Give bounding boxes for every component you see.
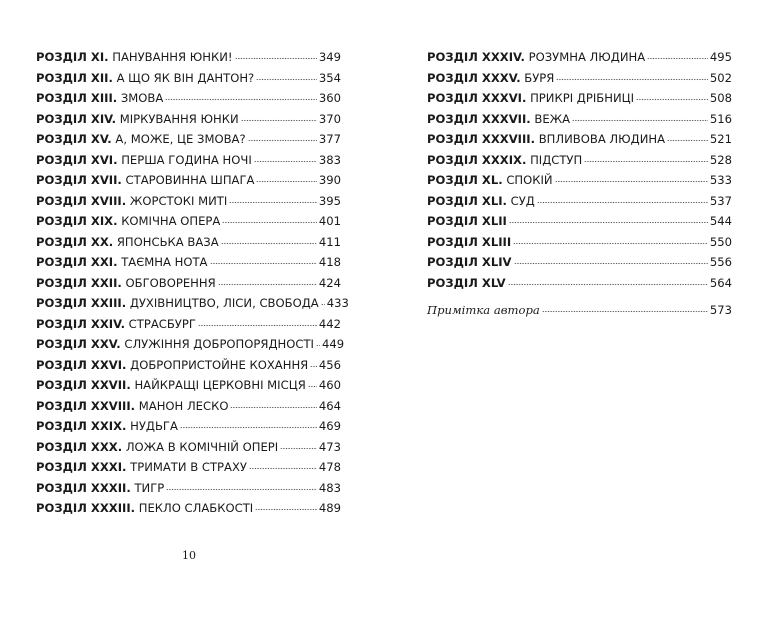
toc-page-number: 433 xyxy=(326,296,349,310)
chapter-number: РОЗДІЛ XXII. xyxy=(36,275,122,290)
chapter-title: ЖОРСТОКІ МИТІ xyxy=(129,193,228,208)
chapter-title: МАНОН ЛЕСКО xyxy=(138,398,229,413)
toc-page-number: 460 xyxy=(318,378,341,392)
chapter-title: А, МОЖЕ, ЦЕ ЗМОВА? xyxy=(115,132,246,146)
toc-page-number: 456 xyxy=(318,357,341,372)
dot-leader xyxy=(254,160,317,163)
toc-entry-label xyxy=(36,314,196,335)
chapter-number: РОЗДІЛ XVIII. xyxy=(36,193,127,208)
dot-leader xyxy=(316,344,320,347)
toc-entry-label xyxy=(36,232,219,253)
chapter-number: РОЗДІЛ XXIV. xyxy=(36,316,125,331)
chapter-number: РОЗДІЛ XIII. xyxy=(36,91,118,105)
chapter-title: СТАРОВИННА ШПАГА xyxy=(125,173,255,187)
dot-leader xyxy=(572,119,708,122)
toc-entry-label xyxy=(36,170,254,191)
chapter-number: РОЗДІЛ XXI. xyxy=(36,255,118,269)
dot-leader xyxy=(584,160,708,163)
toc-page-number: 508 xyxy=(709,91,732,105)
chapter-number: РОЗДІЛ XXVII. xyxy=(36,378,131,392)
toc-entry xyxy=(36,437,341,458)
toc-entry xyxy=(36,129,341,150)
dot-leader xyxy=(229,201,317,204)
dot-leader xyxy=(210,262,317,265)
toc-column-right xyxy=(427,47,732,321)
toc-page-number: 401 xyxy=(318,214,341,228)
dot-leader xyxy=(310,365,317,368)
dot-leader xyxy=(180,426,317,429)
toc-page-number: 449 xyxy=(321,337,345,351)
toc-entry xyxy=(36,355,341,376)
chapter-title: ЯПОНСЬКА ВАЗА xyxy=(116,234,219,249)
chapter-title: СУД xyxy=(510,193,535,208)
toc-entry-label xyxy=(36,334,314,355)
toc-entry xyxy=(36,68,341,89)
chapter-number: РОЗДІЛ XLIII xyxy=(427,234,512,249)
toc-entry-label xyxy=(36,293,319,314)
toc-page-number: 411 xyxy=(318,234,341,249)
chapter-title: КОМІЧНА ОПЕРА xyxy=(121,214,221,228)
toc-entry-label xyxy=(36,150,252,171)
chapter-title: ЗМОВА xyxy=(120,91,164,105)
dot-leader xyxy=(280,447,317,450)
author-note-title: Примітка автора xyxy=(427,303,540,317)
chapter-number: РОЗДІЛ XIX. xyxy=(36,214,118,228)
chapter-number: РОЗДІЛ XL. xyxy=(427,173,503,187)
toc-entry-label xyxy=(36,355,308,376)
dot-leader xyxy=(647,57,708,60)
toc-page-number: 573 xyxy=(709,303,732,317)
toc-entry xyxy=(427,150,732,171)
toc-entry xyxy=(36,273,341,294)
toc-entry xyxy=(427,47,732,68)
toc-page-number: 395 xyxy=(318,193,341,208)
chapter-number: РОЗДІЛ XXXIV. xyxy=(427,50,525,64)
chapter-number: РОЗДІЛ XXXVIII. xyxy=(427,132,536,146)
toc-entry-label xyxy=(36,129,246,150)
chapter-title: ПЕРША ГОДИНА НОЧІ xyxy=(121,152,252,167)
chapter-title: ПЕКЛО СЛАБКОСТІ xyxy=(138,501,254,515)
toc-entry-label xyxy=(36,273,216,294)
toc-entry xyxy=(427,129,732,150)
chapter-number: РОЗДІЛ XVI. xyxy=(36,152,118,167)
chapter-number: РОЗДІЛ XLIV xyxy=(427,255,512,269)
toc-page-number: 418 xyxy=(318,255,341,269)
dot-leader xyxy=(218,283,317,286)
toc-entry-label xyxy=(427,252,512,273)
dot-leader xyxy=(321,303,325,306)
chapter-number: РОЗДІЛ XXXIII. xyxy=(36,501,136,515)
toc-entry xyxy=(36,150,341,171)
chapter-title: СТРАСБУРГ xyxy=(128,316,196,331)
dot-leader xyxy=(542,310,708,313)
toc-page-number: 469 xyxy=(318,419,341,433)
chapter-title: ТРИМАТИ В СТРАХУ xyxy=(130,460,247,474)
chapter-title: ДОБРОПРИСТОЙНЕ КОХАННЯ xyxy=(130,357,309,372)
toc-entry xyxy=(36,375,341,396)
toc-page-number: 516 xyxy=(709,111,732,126)
toc-page-number: 564 xyxy=(709,275,732,290)
toc-entry xyxy=(427,211,732,232)
toc-entry-label xyxy=(36,437,278,458)
toc-entry-label xyxy=(36,109,239,130)
chapter-number: РОЗДІЛ XX. xyxy=(36,234,114,249)
toc-page-number: 424 xyxy=(318,275,341,290)
toc-entry xyxy=(427,68,732,89)
toc-entry-label xyxy=(427,129,665,150)
chapter-number: РОЗДІЛ XLII xyxy=(427,214,507,228)
dot-leader xyxy=(556,78,708,81)
toc-entry-label xyxy=(36,396,228,417)
chapter-number: РОЗДІЛ XV. xyxy=(36,132,112,146)
dot-leader xyxy=(256,78,317,81)
chapter-title: НАЙКРАЩІ ЦЕРКОВНІ МІСЦЯ xyxy=(134,378,306,392)
dot-leader xyxy=(221,242,317,245)
toc-entry xyxy=(427,232,732,253)
toc-page-number: 556 xyxy=(709,255,732,269)
toc-entry-label xyxy=(427,191,535,212)
toc-page-number: 483 xyxy=(318,480,341,495)
toc-entry xyxy=(36,293,349,314)
toc-entry-label xyxy=(427,170,553,191)
chapter-title: ОБГОВОРЕННЯ xyxy=(125,275,216,290)
toc-entry xyxy=(427,273,732,294)
chapter-title: РОЗУМНА ЛЮДИНА xyxy=(528,50,646,64)
toc-page-number: 537 xyxy=(709,193,732,208)
chapter-number: РОЗДІЛ XXXII. xyxy=(36,480,131,495)
toc-entry xyxy=(36,170,341,191)
chapter-title: СПОКІЙ xyxy=(506,173,553,187)
chapter-title: ПРИКРІ ДРІБНИЦІ xyxy=(530,91,635,105)
toc-entry xyxy=(36,498,341,519)
toc-entry-label xyxy=(36,375,306,396)
chapter-number: РОЗДІЛ XXIX. xyxy=(36,419,127,433)
toc-entry-label xyxy=(36,68,254,89)
toc-entry xyxy=(427,109,732,130)
chapter-title: СЛУЖІННЯ ДОБРОПОРЯДНОСТІ xyxy=(124,337,314,351)
toc-entry xyxy=(36,211,341,232)
dot-leader xyxy=(513,242,708,245)
toc-entry xyxy=(427,191,732,212)
chapter-number: РОЗДІЛ XVII. xyxy=(36,173,122,187)
dot-leader xyxy=(636,98,708,101)
chapter-number: РОЗДІЛ XLI. xyxy=(427,193,507,208)
dot-leader xyxy=(249,467,317,470)
toc-entry xyxy=(36,109,341,130)
dot-leader xyxy=(230,406,316,409)
toc-entry xyxy=(36,416,341,437)
chapter-number: РОЗДІЛ XXX. xyxy=(36,439,123,454)
dot-leader xyxy=(255,508,317,511)
chapter-number: РОЗДІЛ XXIII. xyxy=(36,296,127,310)
chapter-number: РОЗДІЛ XXVIII. xyxy=(36,398,136,413)
chapter-title: БУРЯ xyxy=(524,70,555,85)
toc-entry xyxy=(36,191,341,212)
chapter-title: ДУХІВНИЦТВО, ЛІСИ, СВОБОДА xyxy=(129,296,319,310)
toc-page-number: 370 xyxy=(318,111,341,126)
toc-page-number: 473 xyxy=(318,439,341,454)
toc-page-number: 349 xyxy=(318,50,341,64)
chapter-title: ЛОЖА В КОМІЧНІЙ ОПЕРІ xyxy=(125,439,279,454)
dot-leader xyxy=(198,324,317,327)
chapter-number: РОЗДІЛ XLV xyxy=(427,275,506,290)
chapter-title: МІРКУВАННЯ ЮНКИ xyxy=(119,111,239,126)
chapter-number: РОЗДІЛ XI. xyxy=(36,50,109,64)
toc-page-number: 533 xyxy=(709,173,732,187)
toc-entry xyxy=(427,170,732,191)
toc-page-number: 383 xyxy=(318,152,341,167)
toc-entry-label xyxy=(36,478,164,499)
toc-entry-label xyxy=(36,88,163,109)
toc-entry xyxy=(36,47,341,68)
toc-entry-label xyxy=(36,191,227,212)
toc-entry-label xyxy=(427,211,507,232)
toc-page-number: 550 xyxy=(709,234,732,249)
toc-page-number: 489 xyxy=(318,501,341,515)
toc-entry xyxy=(36,252,341,273)
chapter-title: ПАНУВАННЯ ЮНКИ! xyxy=(112,50,233,64)
toc-entry-author-note xyxy=(427,300,732,321)
toc-entry xyxy=(36,457,341,478)
toc-entry-label xyxy=(36,252,208,273)
toc-page-number: 521 xyxy=(709,132,732,146)
chapter-number: РОЗДІЛ XXXI. xyxy=(36,460,127,474)
toc-entry-label xyxy=(427,273,506,294)
toc-entry-label xyxy=(36,211,220,232)
chapter-number: РОЗДІЛ XIV. xyxy=(36,111,117,126)
toc-entry-label xyxy=(427,232,511,253)
dot-leader xyxy=(256,180,316,183)
chapter-title: НУДЬГА xyxy=(130,419,178,433)
toc-entry xyxy=(36,396,341,417)
toc-page-number: 360 xyxy=(318,91,341,105)
toc-entry xyxy=(36,232,341,253)
toc-page-number: 442 xyxy=(318,316,341,331)
chapter-title: ТАЄМНА НОТА xyxy=(121,255,208,269)
toc-entry xyxy=(36,314,341,335)
toc-page-number: 478 xyxy=(318,460,341,474)
dot-leader xyxy=(308,385,317,388)
toc-entry-label xyxy=(427,68,554,89)
toc-entry-label xyxy=(427,88,634,109)
toc-entry-label xyxy=(427,150,582,171)
chapter-number: РОЗДІЛ XII. xyxy=(36,70,113,85)
toc-entry-label xyxy=(36,498,253,519)
toc-page-number: 502 xyxy=(709,70,732,85)
dot-leader xyxy=(514,262,708,265)
toc-page-number: 528 xyxy=(709,152,732,167)
chapter-title: ВЕЖА xyxy=(534,111,571,126)
dot-leader xyxy=(667,139,708,142)
dot-leader xyxy=(235,57,317,60)
toc-page-number: 544 xyxy=(709,214,732,228)
chapter-number: РОЗДІЛ XXXV. xyxy=(427,70,521,85)
dot-leader xyxy=(508,283,708,286)
chapter-title: ПІДСТУП xyxy=(530,152,583,167)
toc-entry xyxy=(36,478,341,499)
dot-leader xyxy=(248,139,317,142)
toc-entry xyxy=(36,88,341,109)
toc-page-number: 464 xyxy=(318,398,341,413)
dot-leader xyxy=(241,119,317,122)
toc-entry-label xyxy=(427,109,570,130)
chapter-number: РОЗДІЛ XXXVI. xyxy=(427,91,527,105)
chapter-title: А ЩО ЯК ВІН ДАНТОН? xyxy=(116,70,255,85)
toc-page-number: 377 xyxy=(318,132,341,146)
toc-entry-label xyxy=(36,416,178,437)
toc-column-left xyxy=(36,47,349,519)
toc-page-number: 354 xyxy=(318,70,341,85)
toc-entry xyxy=(36,334,345,355)
dot-leader xyxy=(166,488,317,491)
chapter-number: РОЗДІЛ XXV. xyxy=(36,337,121,351)
toc-entry-label xyxy=(36,457,247,478)
chapter-number: РОЗДІЛ XXVI. xyxy=(36,357,127,372)
toc-page-number: 390 xyxy=(318,173,341,187)
chapter-number: РОЗДІЛ XXXVII. xyxy=(427,111,531,126)
dot-leader xyxy=(165,98,317,101)
toc-entry xyxy=(427,252,732,273)
chapter-title: ТИГР xyxy=(134,480,165,495)
page-number: 10 xyxy=(182,549,196,562)
dot-leader xyxy=(537,201,708,204)
chapter-number: РОЗДІЛ XXXIX. xyxy=(427,152,527,167)
toc-entry xyxy=(427,88,732,109)
dot-leader xyxy=(555,180,708,183)
dot-leader xyxy=(222,221,317,224)
dot-leader xyxy=(509,221,708,224)
toc-entry-label xyxy=(427,47,645,68)
chapter-title: ВПЛИВОВА ЛЮДИНА xyxy=(538,132,666,146)
toc-page-number: 495 xyxy=(709,50,732,64)
toc-entry-label xyxy=(36,47,233,68)
